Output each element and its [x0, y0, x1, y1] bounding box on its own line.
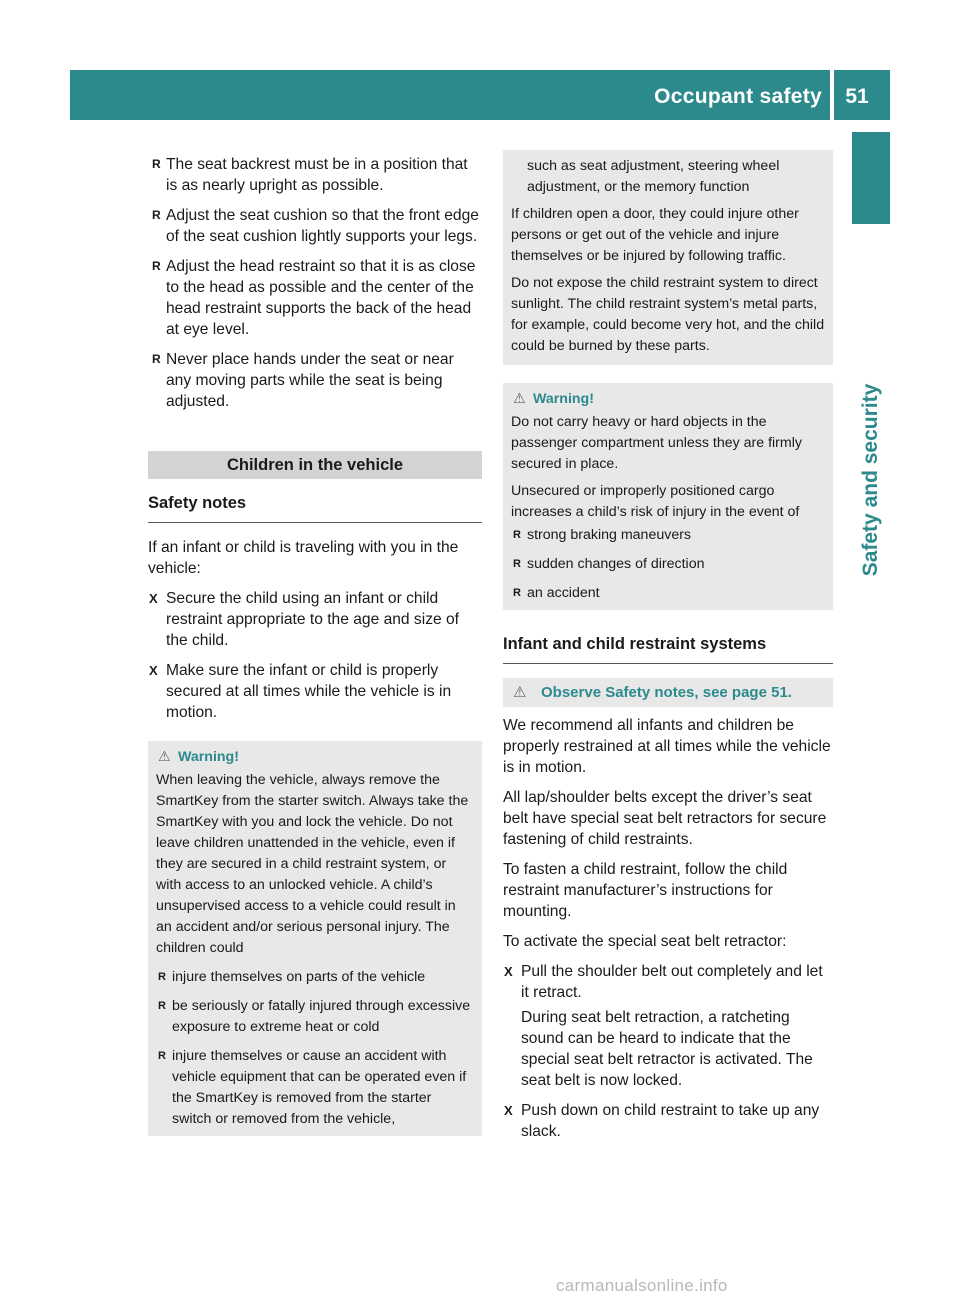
list-item: R sudden changes of direction [511, 554, 825, 575]
observe-note-text: Observe Safety notes, see page 51. [541, 684, 792, 701]
list-item: R The seat backrest must be in a position that is as nearly upright as possible. [148, 154, 482, 196]
observe-note [503, 678, 833, 707]
warning-paragraph: Do not expose the child restraint system to direct sunlight. The child restraint system’s metal parts, for example, could become very hot, and the child could be burned by these parts. [511, 275, 825, 354]
list-item: R injure themselves or cause an accident with vehicle equipment that can be operated even if the SmartKey is removed from the starter switch or removed from the vehicle, [156, 1046, 474, 1130]
list-item: R strong braking maneuvers [511, 525, 825, 546]
warning-triangle-icon: ⚠ [158, 749, 171, 765]
warning-bullets [511, 525, 825, 604]
step-note: During seat belt retraction, a ratcheting sound can be heard to indicate that the special seat belt retractor is activated. The seat belt is now locked. [521, 1009, 813, 1089]
warning-paragraph: Do not carry heavy or hard objects in the passenger compartment unless they are firmly secured in place. [511, 414, 802, 472]
list-item: R injure themselves on parts of the vehicle [156, 967, 474, 988]
step-item [503, 961, 833, 1091]
section-band-heading [148, 451, 482, 479]
section-band-heading-text: Children in the vehicle [226, 456, 404, 474]
warning-box-continued [503, 150, 833, 365]
step-item: X Make sure the infant or child is properly secured at all times while the vehicle is in motion. [148, 660, 482, 723]
warning-heading [156, 747, 474, 768]
step-item: X Push down on child restraint to take up any slack. [503, 1100, 833, 1142]
subheading-safety-notes: Safety notes [148, 489, 482, 523]
warning-text: When leaving the vehicle, always remove the SmartKey from the starter switch. Always take the SmartKey with you and lock the vehicle. Do not leave children unattended in the vehicle, even if they are secured in a child restraint system, or with access to an unlocked vehicle. A child’s unsupervised access to a vehicle could result in an accident and/or serious personal injury. The children could [156, 772, 469, 956]
warning-continued-text: such as seat adjustment, steering wheel adjustment, or the memory function [527, 158, 780, 195]
warning-heading [511, 389, 825, 410]
side-tab-marker [852, 132, 890, 224]
list-item: R Adjust the head restraint so that it is as close to the head as possible and the center of the head restraint supports the back of the head at eye level. [148, 256, 482, 340]
warning-title: Warning! [178, 749, 239, 765]
side-chapter-label-text: Safety and security [859, 383, 882, 577]
list-item: R an accident [511, 583, 825, 604]
step-list [148, 588, 482, 723]
step-text: X Pull the shoulder belt out completely and let it retract. [521, 963, 823, 1001]
page-number: 51 [845, 85, 869, 108]
step-list [503, 961, 833, 1142]
subheading-restraint-systems: Infant and child restraint systems [503, 630, 833, 664]
list-item: R be seriously or fatally injured through excessive exposure to extreme heat or cold [156, 996, 474, 1038]
warning-paragraph: Unsecured or improperly positioned cargo increases a child’s risk of injury in the event of [511, 483, 800, 520]
step-item: X Secure the child using an infant or child restraint appropriate to the age and size of the child. [148, 588, 482, 651]
seat-adjust-bullets [148, 154, 482, 412]
warning-bullets [156, 967, 474, 1130]
warning-box-cargo [503, 383, 833, 610]
warning-title: Warning! [533, 391, 594, 407]
paragraph: To activate the special seat belt retractor: [503, 933, 787, 950]
paragraph: All lap/shoulder belts except the driver’s seat belt have special seat belt retractors for secure fastening of child restraints. [503, 789, 827, 848]
left-column [148, 154, 482, 1136]
list-item: R Never place hands under the seat or near any moving parts while the seat is being adjusted. [148, 349, 482, 412]
intro-paragraph: If an infant or child is traveling with you in the vehicle: [148, 539, 459, 577]
warning-triangle-icon: ⚠ [513, 684, 527, 701]
watermark: carmanualsonline.info [556, 1276, 728, 1295]
paragraph: To fasten a child restraint, follow the child restraint manufacturer’s instructions for mounting. [503, 861, 788, 920]
section-title: Occupant safety [654, 85, 822, 108]
paragraph: We recommend all infants and children be properly restrained at all times while the vehicle is in motion. [503, 717, 831, 776]
warning-box [148, 741, 482, 1136]
warning-paragraph: If children open a door, they could injure other persons or get out of the vehicle and injure themselves or be injured by following traffic. [511, 206, 799, 264]
right-column [503, 150, 833, 1151]
warning-triangle-icon: ⚠ [513, 391, 526, 407]
list-item: R Adjust the seat cushion so that the front edge of the seat cushion lightly supports your legs. [148, 205, 482, 247]
